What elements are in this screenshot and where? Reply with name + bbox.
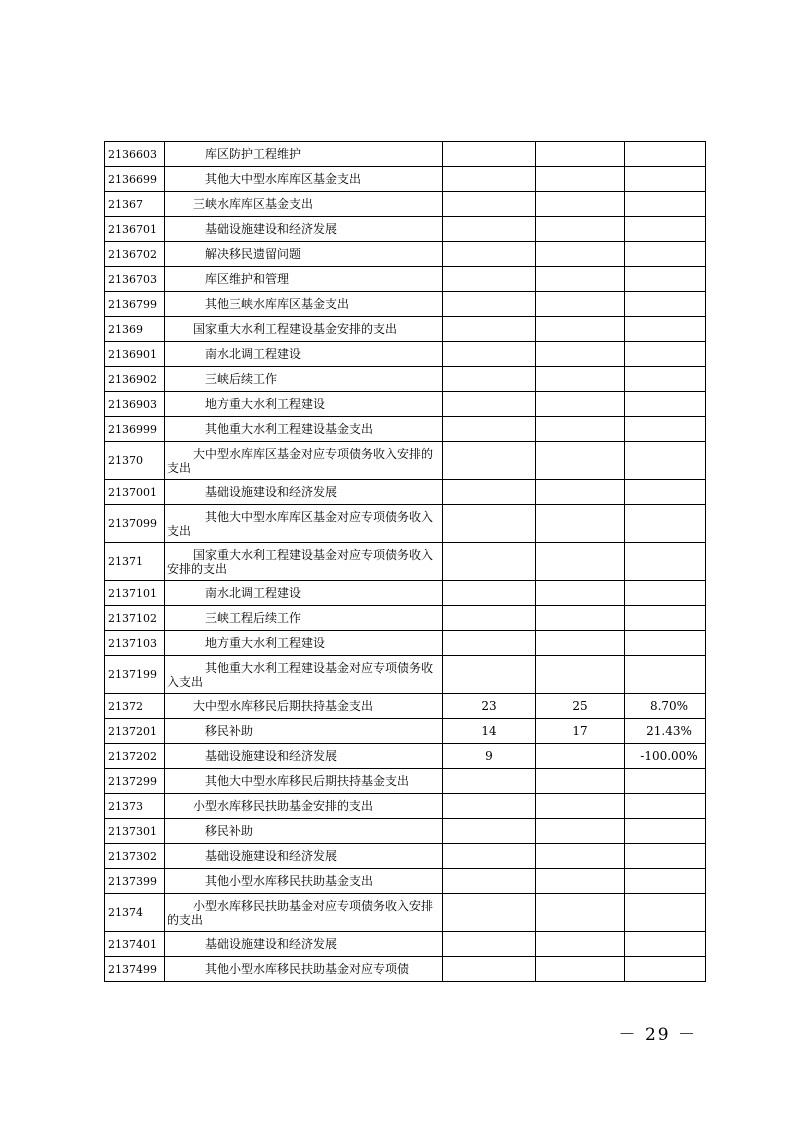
- row-name: 大中型水库移民后期扶持基金支出: [165, 694, 443, 719]
- table-row: [105, 242, 706, 267]
- row-code: 2137299: [105, 769, 165, 794]
- table-row: [105, 292, 706, 317]
- row-name: 移民补助: [165, 819, 443, 844]
- table-row: [105, 719, 706, 744]
- row-code: 21370: [105, 442, 165, 480]
- row-value-c: [625, 417, 706, 442]
- row-name: 地方重大水利工程建设: [165, 631, 443, 656]
- row-value-a: [443, 342, 536, 367]
- row-name: 地方重大水利工程建设: [165, 392, 443, 417]
- table-row: [105, 217, 706, 242]
- row-value-a: [443, 167, 536, 192]
- row-value-c: [625, 217, 706, 242]
- table-row: [105, 342, 706, 367]
- row-value-a: [443, 581, 536, 606]
- row-value-a: [443, 794, 536, 819]
- table-row: [105, 367, 706, 392]
- row-value-a: [443, 769, 536, 794]
- row-value-c: [625, 606, 706, 631]
- row-value-c: -100.00%: [625, 744, 706, 769]
- row-code: 21373: [105, 794, 165, 819]
- row-value-a: [443, 606, 536, 631]
- table-row: [105, 694, 706, 719]
- row-code: 2137103: [105, 631, 165, 656]
- table-row: [105, 794, 706, 819]
- row-value-a: [443, 317, 536, 342]
- row-code: 2136901: [105, 342, 165, 367]
- row-name: 三峡水库库区基金支出: [165, 192, 443, 217]
- row-name: 三峡后续工作: [165, 367, 443, 392]
- table-row: [105, 442, 706, 480]
- row-code: 2137301: [105, 819, 165, 844]
- row-value-a: [443, 217, 536, 242]
- row-value-c: [625, 392, 706, 417]
- row-value-c: [625, 317, 706, 342]
- row-value-b: [536, 769, 625, 794]
- row-name: 基础设施建设和经济发展: [165, 844, 443, 869]
- row-value-a: [443, 242, 536, 267]
- table-row: [105, 317, 706, 342]
- row-code: 2136701: [105, 217, 165, 242]
- table-row: [105, 167, 706, 192]
- row-value-a: [443, 819, 536, 844]
- row-value-c: [625, 342, 706, 367]
- row-value-a: 9: [443, 744, 536, 769]
- row-name: 其他大中型水库移民后期扶持基金支出: [165, 769, 443, 794]
- row-value-a: 14: [443, 719, 536, 744]
- table-row: [105, 142, 706, 167]
- row-code: 21369: [105, 317, 165, 342]
- row-value-c: [625, 505, 706, 543]
- table-row: [105, 932, 706, 957]
- row-value-a: [443, 142, 536, 167]
- table-row: [105, 844, 706, 869]
- table-row: [105, 192, 706, 217]
- table-row: [105, 606, 706, 631]
- row-value-c: [625, 242, 706, 267]
- row-value-b: [536, 367, 625, 392]
- row-code: 2136703: [105, 267, 165, 292]
- table-row: [105, 656, 706, 694]
- table-row: [105, 581, 706, 606]
- row-code: 2137401: [105, 932, 165, 957]
- row-value-c: [625, 869, 706, 894]
- row-code: 2137101: [105, 581, 165, 606]
- row-value-b: [536, 819, 625, 844]
- row-name: 其他重大水利工程建设基金对应专项债务收入支出: [165, 656, 443, 694]
- row-value-c: [625, 142, 706, 167]
- row-value-c: 21.43%: [625, 719, 706, 744]
- row-value-a: [443, 417, 536, 442]
- row-value-c: [625, 581, 706, 606]
- row-name: 其他小型水库移民扶助基金支出: [165, 869, 443, 894]
- table-row: [105, 894, 706, 932]
- row-name: 基础设施建设和经济发展: [165, 932, 443, 957]
- row-name: 基础设施建设和经济发展: [165, 744, 443, 769]
- row-name: 小型水库移民扶助基金安排的支出: [165, 794, 443, 819]
- row-value-c: [625, 292, 706, 317]
- row-value-a: [443, 267, 536, 292]
- budget-table: [104, 141, 706, 982]
- row-name: 南水北调工程建设: [165, 581, 443, 606]
- row-value-a: [443, 656, 536, 694]
- table-row: [105, 267, 706, 292]
- row-value-b: [536, 142, 625, 167]
- row-value-b: [536, 656, 625, 694]
- row-code: 2136799: [105, 292, 165, 317]
- row-name: 其他重大水利工程建设基金支出: [165, 417, 443, 442]
- row-name: 国家重大水利工程建设基金对应专项债务收入安排的支出: [165, 543, 443, 581]
- row-name: 国家重大水利工程建设基金安排的支出: [165, 317, 443, 342]
- table-row: [105, 392, 706, 417]
- row-code: 2137102: [105, 606, 165, 631]
- row-name: 库区维护和管理: [165, 267, 443, 292]
- row-value-a: [443, 442, 536, 480]
- row-value-b: [536, 957, 625, 982]
- row-name: 小型水库移民扶助基金对应专项债务收入安排的支出: [165, 894, 443, 932]
- row-code: 2137199: [105, 656, 165, 694]
- row-code: 2137202: [105, 744, 165, 769]
- row-code: 21374: [105, 894, 165, 932]
- row-code: 2136603: [105, 142, 165, 167]
- row-value-a: [443, 957, 536, 982]
- row-value-b: [536, 744, 625, 769]
- row-value-a: [443, 631, 536, 656]
- row-value-c: [625, 844, 706, 869]
- row-value-a: [443, 932, 536, 957]
- row-value-c: 8.70%: [625, 694, 706, 719]
- row-value-b: [536, 217, 625, 242]
- row-name: 其他三峡水库库区基金支出: [165, 292, 443, 317]
- row-code: 21367: [105, 192, 165, 217]
- row-value-b: [536, 417, 625, 442]
- row-code: 21371: [105, 543, 165, 581]
- row-value-c: [625, 769, 706, 794]
- row-value-b: [536, 869, 625, 894]
- row-value-a: [443, 392, 536, 417]
- table-row: [105, 480, 706, 505]
- row-value-b: [536, 894, 625, 932]
- row-value-c: [625, 631, 706, 656]
- row-value-b: [536, 543, 625, 581]
- row-name: 解决移民遗留问题: [165, 242, 443, 267]
- row-value-b: [536, 932, 625, 957]
- row-value-a: [443, 844, 536, 869]
- row-value-c: [625, 367, 706, 392]
- row-code: 2136903: [105, 392, 165, 417]
- table-row: [105, 869, 706, 894]
- table-row: [105, 957, 706, 982]
- row-name: 移民补助: [165, 719, 443, 744]
- row-value-c: [625, 794, 706, 819]
- table-row: [105, 744, 706, 769]
- row-name: 库区防护工程维护: [165, 142, 443, 167]
- row-value-c: [625, 819, 706, 844]
- row-value-b: [536, 794, 625, 819]
- row-value-a: [443, 367, 536, 392]
- row-value-a: [443, 480, 536, 505]
- row-name: 基础设施建设和经济发展: [165, 480, 443, 505]
- row-code: 21372: [105, 694, 165, 719]
- row-code: 2136902: [105, 367, 165, 392]
- row-value-a: [443, 543, 536, 581]
- row-value-a: [443, 894, 536, 932]
- row-code: 2136702: [105, 242, 165, 267]
- row-value-c: [625, 480, 706, 505]
- table-row: [105, 543, 706, 581]
- row-value-b: [536, 606, 625, 631]
- row-value-c: [625, 656, 706, 694]
- table-row: [105, 631, 706, 656]
- row-value-a: [443, 505, 536, 543]
- row-value-c: [625, 192, 706, 217]
- row-value-b: [536, 581, 625, 606]
- row-code: 2136999: [105, 417, 165, 442]
- row-code: 2137399: [105, 869, 165, 894]
- row-code: 2137499: [105, 957, 165, 982]
- row-name: 基础设施建设和经济发展: [165, 217, 443, 242]
- row-value-b: [536, 480, 625, 505]
- row-value-b: [536, 192, 625, 217]
- row-value-b: 25: [536, 694, 625, 719]
- row-code: 2137302: [105, 844, 165, 869]
- row-value-b: [536, 442, 625, 480]
- row-value-b: [536, 631, 625, 656]
- row-value-b: [536, 392, 625, 417]
- row-value-b: [536, 267, 625, 292]
- row-value-b: [536, 342, 625, 367]
- row-value-b: [536, 317, 625, 342]
- row-value-c: [625, 267, 706, 292]
- row-value-a: [443, 869, 536, 894]
- row-value-b: [536, 844, 625, 869]
- row-code: 2137201: [105, 719, 165, 744]
- table-row: [105, 819, 706, 844]
- row-name: 其他小型水库移民扶助基金对应专项债: [165, 957, 443, 982]
- row-name: 三峡工程后续工作: [165, 606, 443, 631]
- row-code: 2137099: [105, 505, 165, 543]
- row-value-b: 17: [536, 719, 625, 744]
- row-value-a: [443, 192, 536, 217]
- row-value-b: [536, 292, 625, 317]
- row-value-a: 23: [443, 694, 536, 719]
- row-value-c: [625, 543, 706, 581]
- row-name: 其他大中型水库库区基金对应专项债务收入支出: [165, 505, 443, 543]
- table-row: [105, 505, 706, 543]
- row-code: 2137001: [105, 480, 165, 505]
- row-code: 2136699: [105, 167, 165, 192]
- row-value-b: [536, 167, 625, 192]
- page-number: － 29 －: [618, 1025, 697, 1045]
- row-value-a: [443, 292, 536, 317]
- row-name: 南水北调工程建设: [165, 342, 443, 367]
- row-value-b: [536, 242, 625, 267]
- row-value-c: [625, 442, 706, 480]
- row-value-c: [625, 894, 706, 932]
- table-row: [105, 417, 706, 442]
- row-value-b: [536, 505, 625, 543]
- row-name: 大中型水库库区基金对应专项债务收入安排的支出: [165, 442, 443, 480]
- table-row: [105, 769, 706, 794]
- row-value-c: [625, 957, 706, 982]
- row-name: 其他大中型水库库区基金支出: [165, 167, 443, 192]
- row-value-c: [625, 167, 706, 192]
- row-value-c: [625, 932, 706, 957]
